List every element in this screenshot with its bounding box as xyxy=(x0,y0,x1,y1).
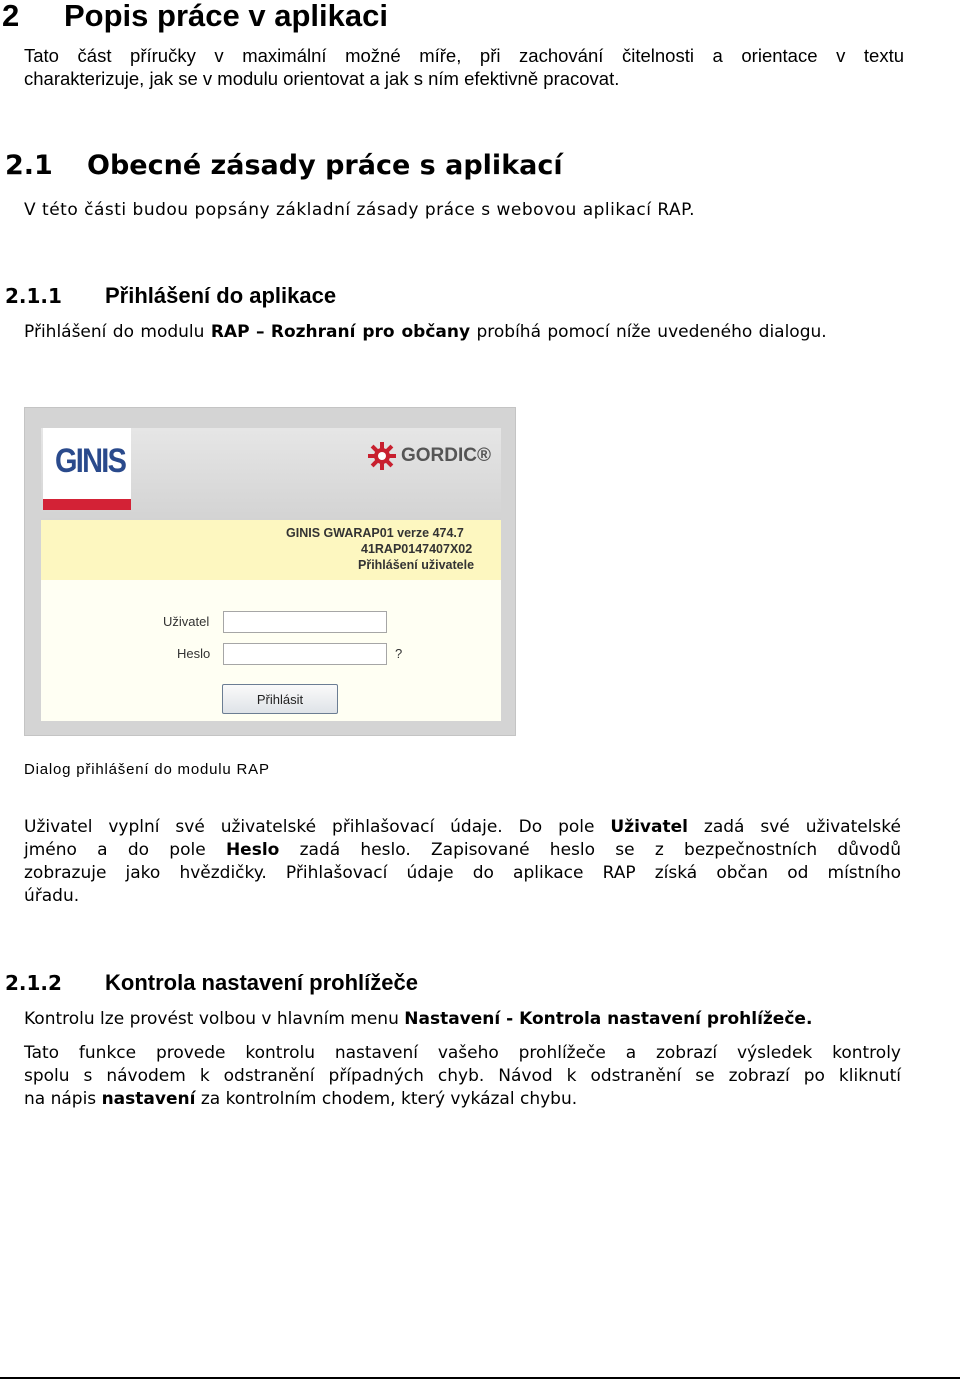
intro-line-1: Tato část příručky v maximální možné míře, při zachování čitelnosti a orientace v textu xyxy=(24,45,904,66)
section-2-1-1-heading xyxy=(5,283,336,309)
intro-line-2: charakterizuje, jak se v modulu orientovat a jak s ním efektivně pracovat. xyxy=(24,68,620,89)
section-title: Popis práce v aplikaci xyxy=(64,0,388,33)
section-title: Přihlášení do aplikace xyxy=(105,283,337,308)
password-help-link[interactable]: ? xyxy=(395,646,403,661)
bold-uzivatel: Uživatel xyxy=(610,817,688,837)
section-2-1-intro: V této části budou popsány základní zásady práce s webovou aplikací RAP. xyxy=(24,200,696,220)
ginis-logo-text: GINIS xyxy=(55,442,126,480)
bold-heslo: Heslo xyxy=(225,840,280,860)
section-2-heading xyxy=(2,0,388,34)
gordic-logo-text: GORDIC® xyxy=(401,445,491,466)
section-2-intro xyxy=(24,44,904,90)
login-paragraph xyxy=(24,816,901,908)
version-panel xyxy=(41,520,501,580)
intro-text-end: probíhá pomocí níže uvedeného dialogu. xyxy=(476,322,827,342)
password-input[interactable] xyxy=(223,643,387,665)
password-label: Heslo xyxy=(177,646,211,661)
intro-bold-rap: RAP xyxy=(210,322,250,342)
text: na nápis xyxy=(24,1089,97,1109)
intro-dash: – xyxy=(255,322,265,342)
login-paragraph-line-4: úřadu. xyxy=(24,886,80,906)
text: Uživatel vyplní své uživatelské přihlašovací údaje. Do pole xyxy=(24,817,595,837)
login-dialog xyxy=(41,428,501,721)
ginis-logo-bar xyxy=(43,499,131,510)
section-number: 2.1.2 xyxy=(5,971,62,995)
intro-bold-rozhrani: Rozhraní pro občany xyxy=(270,322,471,342)
text: za kontrolním chodem, který vykázal chybu. xyxy=(200,1089,578,1109)
section-number: 2.1.1 xyxy=(5,284,62,308)
login-dialog-screenshot xyxy=(24,407,516,736)
login-paragraph-line-3: zobrazuje jako hvězdičky. Přihlašovací údaje do aplikace RAP získá občan od místního xyxy=(24,863,901,883)
ginis-logo xyxy=(43,428,131,510)
version-line-1: GINIS GWARAP01 verze 474.7 xyxy=(286,526,464,540)
dialog-header xyxy=(41,428,501,520)
login-paragraph-line-1 xyxy=(24,816,901,839)
text: jméno a do pole xyxy=(24,840,206,860)
version-line-3: Přihlášení uživatele xyxy=(358,558,475,572)
user-label: Uživatel xyxy=(163,614,210,629)
section-title: Kontrola nastavení prohlížeče xyxy=(105,970,418,995)
section-2-1-2-p1 xyxy=(24,1008,901,1031)
section-2-1-1-intro xyxy=(24,321,901,344)
text: zadá heslo. Zapisované heslo se z bezpečnostních důvodů xyxy=(299,840,901,860)
text: Kontrolu lze provést volbou v hlavním menu xyxy=(24,1009,399,1029)
section-title: Obecné zásady práce s aplikací xyxy=(87,150,563,181)
page-bottom-rule xyxy=(0,1377,960,1379)
text: zadá své uživatelské xyxy=(703,817,901,837)
figure-caption: Dialog přihlášení do modulu RAP xyxy=(24,761,270,778)
section-2-1-2-p2 xyxy=(24,1042,901,1111)
intro-text: Přihlášení do modulu xyxy=(24,322,205,342)
section-number: 2.1 xyxy=(5,150,53,181)
gordic-logo xyxy=(367,441,491,471)
section-2-1-2-heading xyxy=(5,970,418,996)
gordic-emblem-icon xyxy=(367,441,397,471)
menu-path-bold: Nastavení - Kontrola nastavení prohlížeče. xyxy=(404,1009,813,1029)
p2-line-2: spolu s návodem k odstranění případných chyb. Návod k odstranění se zobrazí po kliknutí xyxy=(24,1066,901,1086)
section-2-1-heading xyxy=(5,150,563,181)
p2-line-1: Tato funkce provede kontrolu nastavení vašeho prohlížeče a zobrazí výsledek kontroly xyxy=(24,1043,901,1063)
section-number: 2 xyxy=(2,0,20,33)
login-button[interactable]: Přihlásit xyxy=(222,684,338,714)
bold-nastaveni: nastavení xyxy=(101,1089,196,1109)
login-paragraph-line-2 xyxy=(24,839,901,862)
user-input[interactable] xyxy=(223,611,387,633)
version-line-2: 41RAP0147407X02 xyxy=(361,542,473,556)
p2-line-3 xyxy=(24,1088,901,1111)
